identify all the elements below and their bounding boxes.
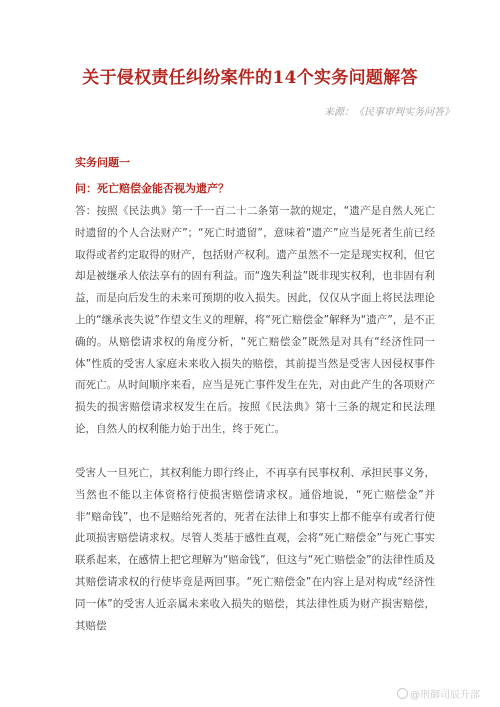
answer-paragraph-1: 答：按照《民法典》第一千一百二十二条第一款的规定，“遗产是自然人死亡时遗留的个人合法财产”；“死亡时遗留”，意味着“遗产”应当是死者生前已经取得或者约定取得的财产，包括财产权利。遗产虽然不一定是现实权利，但它却是被继承人依法享有的固有利益。而“逸失利益”既非现实权利，也非固有利益，而是向后发生的未来可预期的收入损失。因此，仅仅从字面上将民法理论上的“继承丧失说”作望文生义的理解，将“死亡赔偿金”解释为“遗产”，是不正确的。从赔偿请求权的角度分析，“死亡赔偿金”既然是对具有“经济性同一体”性质的受害人家庭未来收入损失的赔偿，其前提当然是受害人因侵权事件而死亡。从时间顺序来看，应当是死亡事件发生在先，对由此产生的各项财产损失的损害赔偿请求权发生在后。按照《民法典》第十三条的规定和民法理论，自然人的权利能力始于出生，终于死亡。 (75, 205, 435, 435)
answer-paragraph-2: 受害人一旦死亡，其权利能力即行终止，不再享有民事权利、承担民事义务，当然也不能以主体资格行使损害赔偿请求权。通俗地说，“死亡赔偿金”并非“赔命钱”，也不是赔给死者的，死者在法律上和事实上都不能享有或者行使此项损害赔偿请求权。尽管人类基于感性直观，会将“死亡赔偿金”与死亡事实联系起来，在感情上把它理解为“赔命钱”，但这与“死亡赔偿金”的法律性质及其赔偿请求权的行使毕竟是两回事。“死亡赔偿金”在内容上是对构成“经济性同一体”的受害人近亲属未来收入损失的赔偿，其法律性质为财产损害赔偿，其赔偿 (75, 467, 435, 632)
source-line: 来源：《民事审判实务问答》 (324, 107, 454, 118)
section-heading: 实务问题一 (75, 156, 130, 169)
watermark (397, 686, 480, 701)
weibo-icon (397, 688, 408, 699)
watermark-text: @刑御司辰升部 (410, 690, 480, 701)
document-title: 关于侵权责任纠纷案件的14个实务问题解答 (82, 68, 418, 88)
question-heading: 问：死亡赔偿金能否视为遗产？ (75, 182, 229, 195)
